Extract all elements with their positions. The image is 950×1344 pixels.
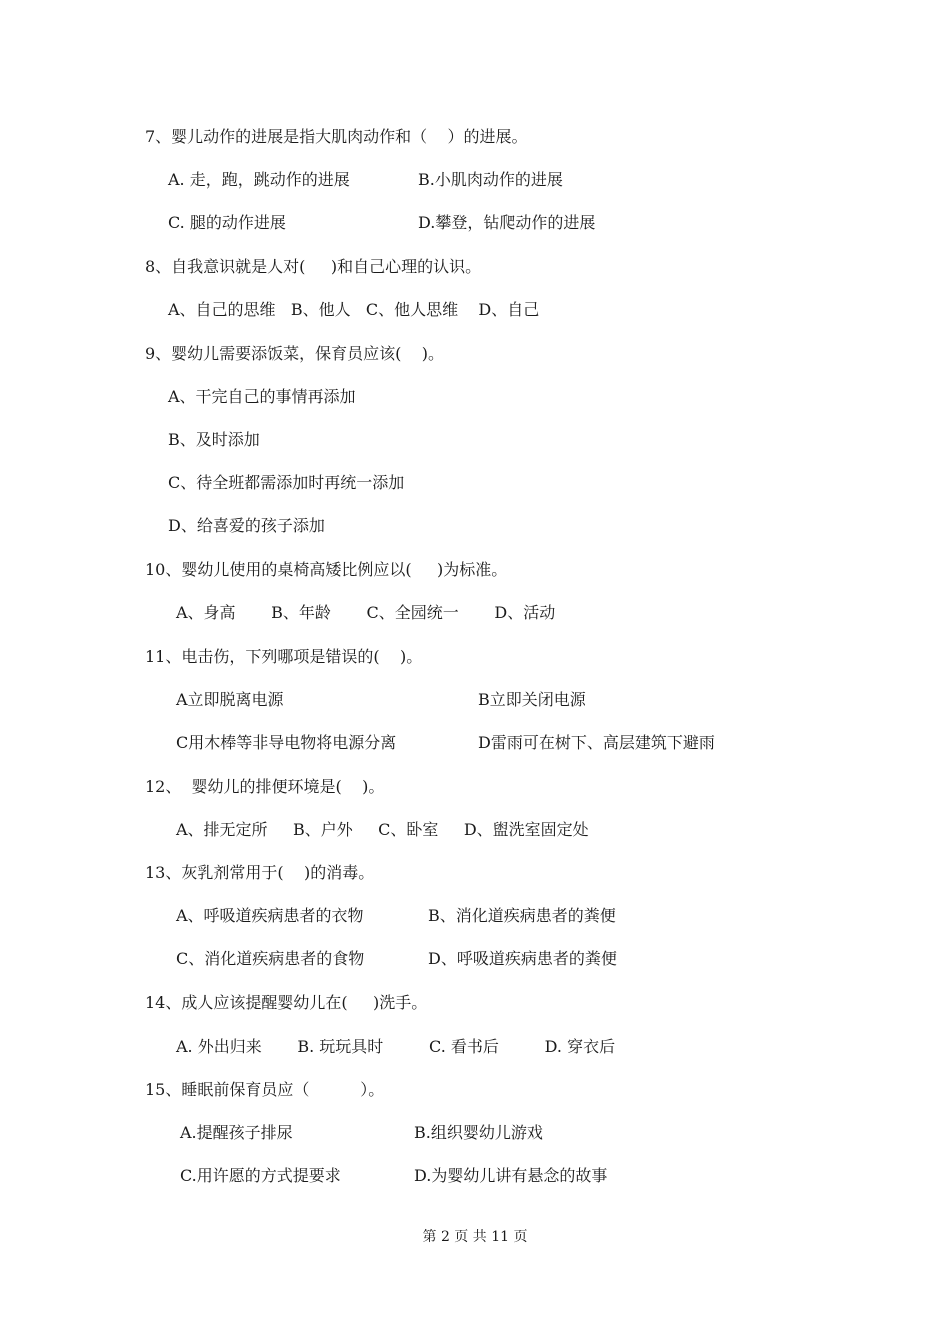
question-13-option-d: D、呼吸道疾病患者的粪便: [428, 949, 617, 968]
question-9-stem: 9、婴幼儿需要添饭菜，保育员应该( )。: [145, 344, 445, 363]
question-13-stem: 13、灰乳剂常用于( )的消毒。: [145, 863, 375, 882]
question-13-option-a: A、呼吸道疾病患者的衣物: [176, 906, 364, 925]
question-11-option-a: A立即脱离电源: [176, 690, 284, 709]
question-12-stem: 12、 婴幼儿的排便环境是( )。: [145, 777, 385, 796]
question-11-stem: 11、电击伤，下列哪项是错误的( )。: [145, 647, 423, 666]
question-13-option-c: C、消化道疾病患者的食物: [176, 949, 365, 968]
question-15-option-d: D.为婴幼儿讲有悬念的故事: [414, 1166, 608, 1185]
question-9-option-d: D、给喜爱的孩子添加: [168, 516, 325, 535]
question-14-options: A. 外出归来 B. 玩玩具时 C. 看书后 D. 穿衣后: [176, 1037, 616, 1056]
question-7-option-b: B.小肌肉动作的进展: [418, 170, 563, 189]
question-15-option-a: A.提醒孩子排尿: [180, 1123, 293, 1142]
question-9-option-b: B、及时添加: [168, 430, 260, 449]
question-10-options: A、身高 B、年龄 C、全园统一 D、活动: [176, 603, 556, 622]
page-number: 第 2 页 共 11 页: [422, 1229, 528, 1245]
question-7-option-d: D.攀登，钻爬动作的进展: [418, 213, 596, 232]
question-11-option-b: B立即关闭电源: [478, 690, 586, 709]
question-7-stem: 7、婴儿动作的进展是指大肌肉动作和（ ）的进展。: [145, 127, 528, 146]
question-12-options: A、排无定所 B、户外 C、卧室 D、盥洗室固定处: [176, 820, 589, 839]
question-8-stem: 8、自我意识就是人对( )和自己心理的认识。: [145, 257, 482, 276]
question-14-stem: 14、成人应该提醒婴幼儿在( )洗手。: [145, 993, 428, 1012]
question-11-option-c: C用木棒等非导电物将电源分离: [176, 733, 397, 752]
question-15-option-c: C.用许愿的方式提要求: [180, 1166, 341, 1185]
question-7-option-c: C. 腿的动作进展: [168, 213, 286, 232]
question-13-option-b: B、消化道疾病患者的粪便: [428, 906, 616, 925]
question-9-option-a: A、干完自己的事情再添加: [168, 387, 356, 406]
question-15-stem: 15、睡眠前保育员应（ ）。: [145, 1080, 385, 1099]
question-10-stem: 10、婴幼儿使用的桌椅高矮比例应以( )为标准。: [145, 560, 508, 579]
question-8-options: A、自己的思维 B、他人 C、他人思维 D、自己: [168, 300, 540, 319]
question-15-option-b: B.组织婴幼儿游戏: [414, 1123, 543, 1142]
question-9-option-c: C、待全班都需添加时再统一添加: [168, 473, 405, 492]
question-11-option-d: D雷雨可在树下、高层建筑下避雨: [478, 733, 715, 752]
question-7-option-a: A. 走，跑，跳动作的进展: [168, 170, 350, 189]
